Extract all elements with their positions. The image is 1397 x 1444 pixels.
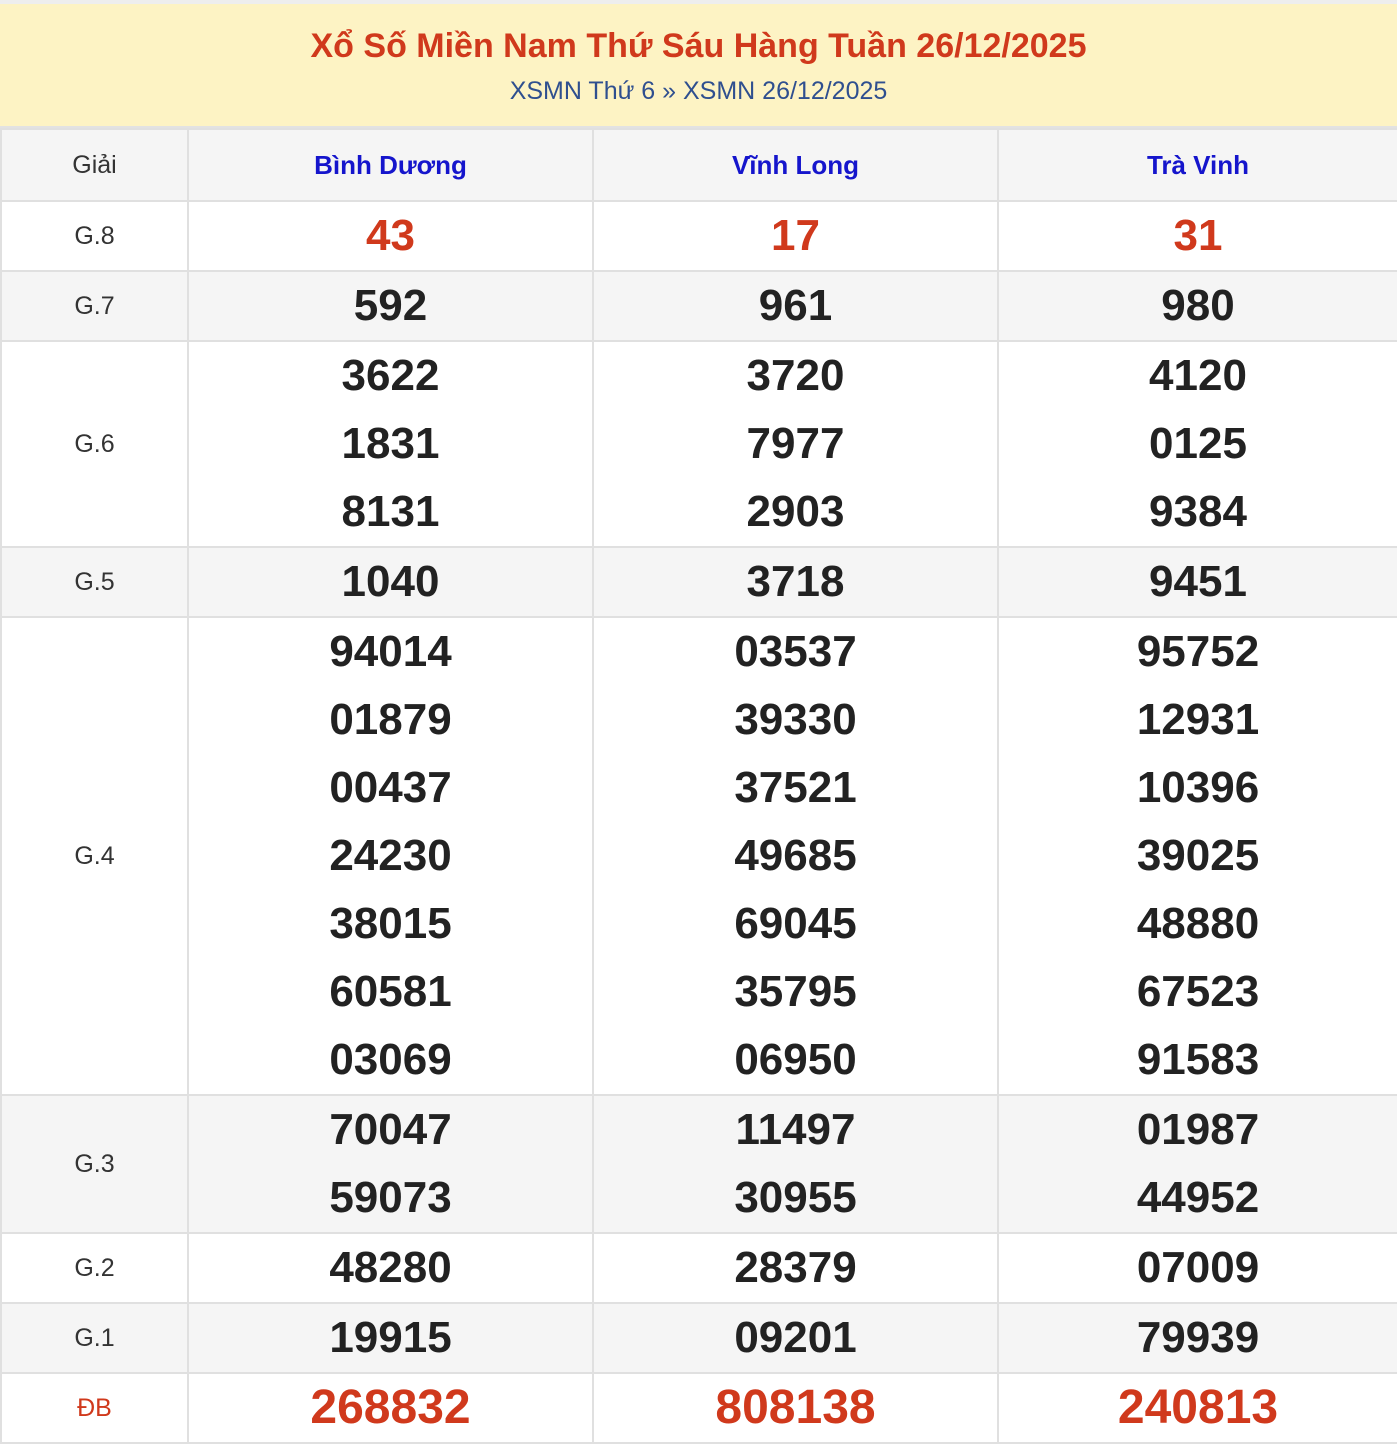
prize-cell <box>998 547 1397 617</box>
prize-row <box>1 617 1397 1095</box>
lottery-number: 94014 <box>329 627 452 676</box>
prize-label: G.8 <box>1 201 188 271</box>
lottery-number: 59073 <box>329 1173 452 1222</box>
lottery-number: 3720 <box>746 351 845 400</box>
prize-cell <box>998 617 1397 1095</box>
lottery-number: 17 <box>771 211 820 260</box>
prize-row <box>1 1233 1397 1303</box>
prize-cell <box>593 617 998 1095</box>
prize-cell <box>998 1233 1397 1303</box>
prize-label: G.6 <box>1 341 188 547</box>
lottery-number: 30955 <box>734 1173 857 1222</box>
lottery-number: 3622 <box>341 351 440 400</box>
lottery-number: 808138 <box>715 1381 876 1434</box>
province-header[interactable]: Trà Vinh <box>998 129 1397 201</box>
lottery-number: 43 <box>366 211 415 260</box>
lottery-number: 9384 <box>1149 487 1247 536</box>
lottery-number: 38015 <box>329 899 452 948</box>
breadcrumb-date-link[interactable]: XSMN 26/12/2025 <box>683 77 888 105</box>
lottery-number: 268832 <box>310 1381 471 1434</box>
lottery-number: 961 <box>758 281 833 330</box>
prize-cell <box>188 341 593 547</box>
lottery-number: 03069 <box>329 1035 452 1084</box>
lottery-number: 44952 <box>1136 1173 1260 1222</box>
prize-row <box>1 1303 1397 1373</box>
prize-cell <box>593 1373 998 1443</box>
lottery-number: 39025 <box>1136 831 1260 880</box>
table-header-row <box>1 129 1397 201</box>
lottery-number: 69045 <box>734 899 857 948</box>
prize-cell <box>593 1303 998 1373</box>
prize-row <box>1 547 1397 617</box>
prize-row <box>1 1095 1397 1233</box>
prize-cell <box>593 1233 998 1303</box>
lottery-number: 48280 <box>329 1243 452 1292</box>
lottery-number: 0125 <box>1149 419 1247 468</box>
lottery-number: 01879 <box>329 695 452 744</box>
prize-cell <box>998 271 1397 341</box>
prize-label: G.5 <box>1 547 188 617</box>
prize-row <box>1 1373 1397 1443</box>
lottery-number: 09201 <box>734 1313 857 1362</box>
prize-label: G.1 <box>1 1303 188 1373</box>
lottery-number: 7977 <box>746 419 845 468</box>
lottery-number: 1831 <box>341 419 440 468</box>
lottery-number: 03537 <box>734 627 857 676</box>
prize-label: G.3 <box>1 1095 188 1233</box>
prize-cell <box>593 1095 998 1233</box>
lottery-number: 60581 <box>329 967 452 1016</box>
prize-cell <box>188 1373 593 1443</box>
prize-label: G.4 <box>1 617 188 1095</box>
prize-cell <box>188 1095 593 1233</box>
breadcrumb <box>0 76 1397 106</box>
province-header[interactable]: Bình Dương <box>188 129 593 201</box>
lottery-number: 67523 <box>1136 967 1260 1016</box>
lottery-number: 980 <box>1161 281 1235 330</box>
lottery-number: 49685 <box>734 831 857 880</box>
results-body <box>1 201 1397 1443</box>
prize-cell <box>998 1373 1397 1443</box>
province-header[interactable]: Vĩnh Long <box>593 129 998 201</box>
lottery-number: 91583 <box>1136 1035 1260 1084</box>
lottery-number: 37521 <box>734 763 857 812</box>
prize-cell <box>188 617 593 1095</box>
lottery-number: 240813 <box>1117 1381 1279 1434</box>
lottery-number: 592 <box>353 281 428 330</box>
lottery-number: 12931 <box>1136 695 1260 744</box>
lottery-number: 24230 <box>329 831 452 880</box>
page-title: Xổ Số Miền Nam Thứ Sáu Hàng Tuần 26/12/2025 <box>310 27 1087 65</box>
prize-cell <box>593 547 998 617</box>
lottery-number: 8131 <box>341 487 440 536</box>
prize-cell <box>593 341 998 547</box>
lottery-number: 01987 <box>1136 1105 1260 1154</box>
lottery-number: 06950 <box>734 1035 857 1084</box>
lottery-number: 10396 <box>1136 763 1260 812</box>
prize-cell <box>998 1303 1397 1373</box>
lottery-number: 4120 <box>1149 351 1247 400</box>
lottery-number: 79939 <box>1136 1313 1260 1362</box>
results-table <box>0 128 1397 1444</box>
lottery-number: 3718 <box>746 557 845 606</box>
lottery-number: 70047 <box>329 1105 452 1154</box>
lottery-number: 9451 <box>1149 557 1247 606</box>
lottery-number: 48880 <box>1136 899 1260 948</box>
lottery-number: 95752 <box>1136 627 1260 676</box>
prize-cell <box>998 341 1397 547</box>
breadcrumb-weekday-link[interactable]: XSMN Thứ 6 <box>509 77 656 105</box>
lottery-number: 11497 <box>735 1105 856 1154</box>
prize-cell <box>188 547 593 617</box>
lottery-number: 31 <box>1173 211 1223 260</box>
results-header <box>0 0 1397 128</box>
prize-cell <box>998 1095 1397 1233</box>
lottery-number: 39330 <box>734 695 857 744</box>
prize-cell <box>188 201 593 271</box>
prize-cell <box>998 201 1397 271</box>
lottery-number: 00437 <box>329 763 452 812</box>
lottery-number: 2903 <box>746 487 845 536</box>
breadcrumb-separator: » <box>662 77 677 105</box>
lottery-number: 19915 <box>329 1313 452 1362</box>
prize-cell <box>188 271 593 341</box>
prize-cell <box>593 201 998 271</box>
prize-cell <box>188 1303 593 1373</box>
lottery-number: 35795 <box>734 967 857 1016</box>
prize-label: G.7 <box>1 271 188 341</box>
prize-label: ĐB <box>1 1373 188 1443</box>
prize-cell <box>188 1233 593 1303</box>
prize-row <box>1 341 1397 547</box>
prize-row <box>1 201 1397 271</box>
prize-column-header: Giải <box>1 129 188 201</box>
lottery-number: 1040 <box>341 557 440 606</box>
lottery-number: 07009 <box>1136 1243 1260 1292</box>
prize-row <box>1 271 1397 341</box>
prize-label: G.2 <box>1 1233 188 1303</box>
prize-cell <box>593 271 998 341</box>
lottery-number: 28379 <box>734 1243 857 1292</box>
